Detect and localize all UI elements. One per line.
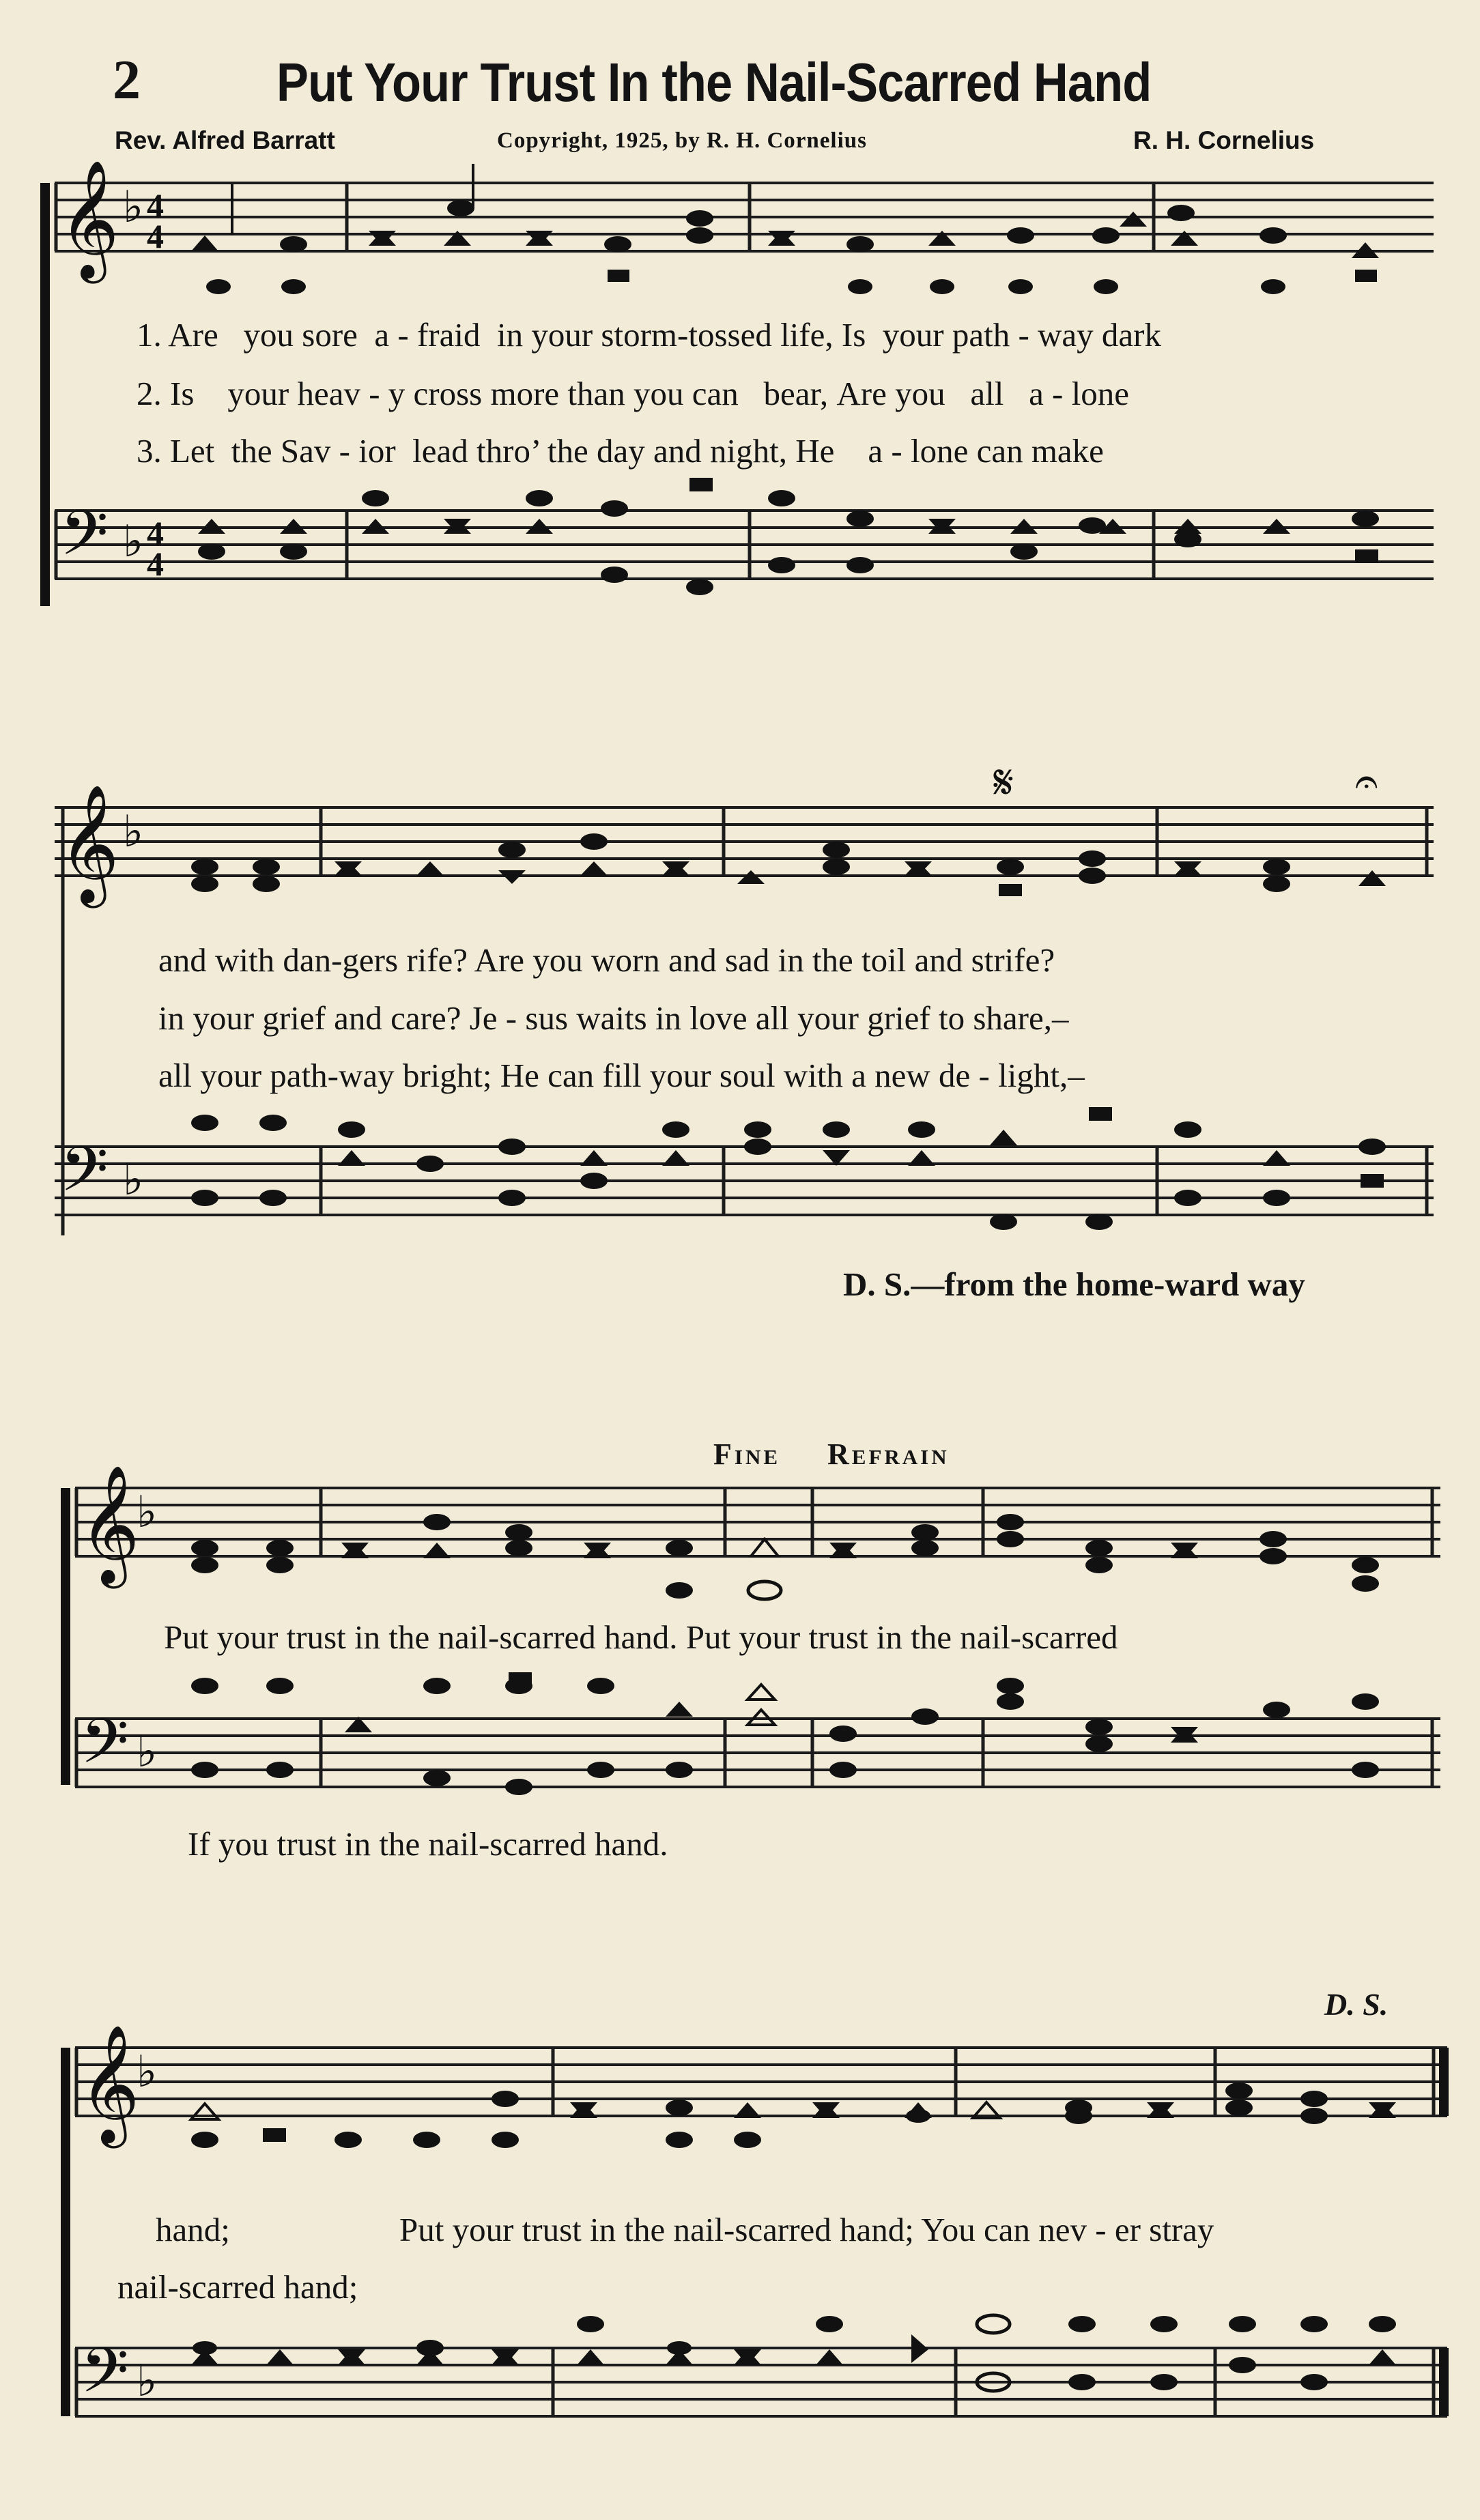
svg-text:4: 4 — [147, 514, 164, 552]
verse-2-line-2: in your grief and care? Je - sus waits in love all your grief to share,– — [158, 999, 1069, 1037]
svg-text:4: 4 — [147, 545, 164, 583]
refrain-lower-lyric: If you trust in the nail-scarred hand. — [188, 1825, 668, 1863]
refrain-lyric: Put your trust in the nail-scarred hand. Put your trust in the nail-scarred — [164, 1618, 1118, 1656]
refrain-marking: Refrain — [827, 1437, 950, 1471]
svg-text:♭: ♭ — [123, 807, 144, 857]
svg-text:4: 4 — [147, 217, 164, 255]
svg-text:♭: ♭ — [137, 1487, 158, 1538]
verse-3-line-2: all your path-way bright; He can fill your soul with a new de - light,– — [158, 1057, 1085, 1094]
ds-marking: D. S. — [1324, 1987, 1389, 2022]
svg-text:♭: ♭ — [137, 2047, 158, 2097]
svg-text:♭: ♭ — [123, 517, 144, 567]
fine-marking: Fine — [713, 1437, 781, 1471]
svg-text:𝄞: 𝄞 — [59, 160, 119, 278]
svg-text:𝄞: 𝄞 — [79, 1465, 140, 1584]
svg-text:𝄢: 𝄢 — [60, 1133, 109, 1220]
hymn-title: Put Your Trust In the Nail-Scarred Hand — [276, 52, 1152, 113]
svg-text:𝄢: 𝄢 — [81, 1705, 129, 1792]
verse-2-line-1: 2. Is your heav - y cross more than you can bear, Are you all a - lone — [137, 375, 1129, 412]
svg-text:𝄞: 𝄞 — [59, 784, 119, 903]
system-4-lyric-main: Put your trust in the nail-scarred hand; You can nev - er stray — [399, 2211, 1214, 2248]
svg-text:♭: ♭ — [137, 2356, 158, 2407]
svg-text:𝄢: 𝄢 — [81, 2334, 129, 2422]
system-4-lyric-hand: hand; — [156, 2211, 230, 2248]
ds-lyric-line: D. S.—from the home-ward way — [843, 1265, 1305, 1303]
verse-1-line-2: and with dan-gers rife? Are you worn and sad in the toil and strife? — [158, 941, 1055, 979]
hymn-number: 2 — [113, 48, 141, 111]
verse-1-line-1: 1. Are you sore a - fraid in your storm-tossed life, Is your path - way dark — [137, 316, 1161, 354]
svg-text:♭: ♭ — [123, 1155, 144, 1205]
system-4-lyric-ds: nail-scarred hand; — [117, 2268, 358, 2306]
lyricist-credit: Rev. Alfred Barratt — [115, 126, 335, 154]
svg-text:♭: ♭ — [137, 1727, 158, 1777]
verse-3-line-1: 3. Let the Sav - ior lead thro’ the day and night, He a - lone can make — [137, 432, 1104, 470]
copyright-notice: Copyright, 1925, by R. H. Cornelius — [497, 128, 867, 153]
svg-text:4: 4 — [147, 186, 164, 225]
svg-text:𝄢: 𝄢 — [60, 497, 109, 584]
svg-text:𝄐: 𝄐 — [1355, 759, 1378, 804]
svg-text:♭: ♭ — [123, 182, 144, 233]
svg-text:𝄋: 𝄋 — [993, 754, 1014, 810]
svg-text:𝄞: 𝄞 — [79, 2024, 140, 2143]
composer-credit: R. H. Cornelius — [1133, 126, 1315, 154]
